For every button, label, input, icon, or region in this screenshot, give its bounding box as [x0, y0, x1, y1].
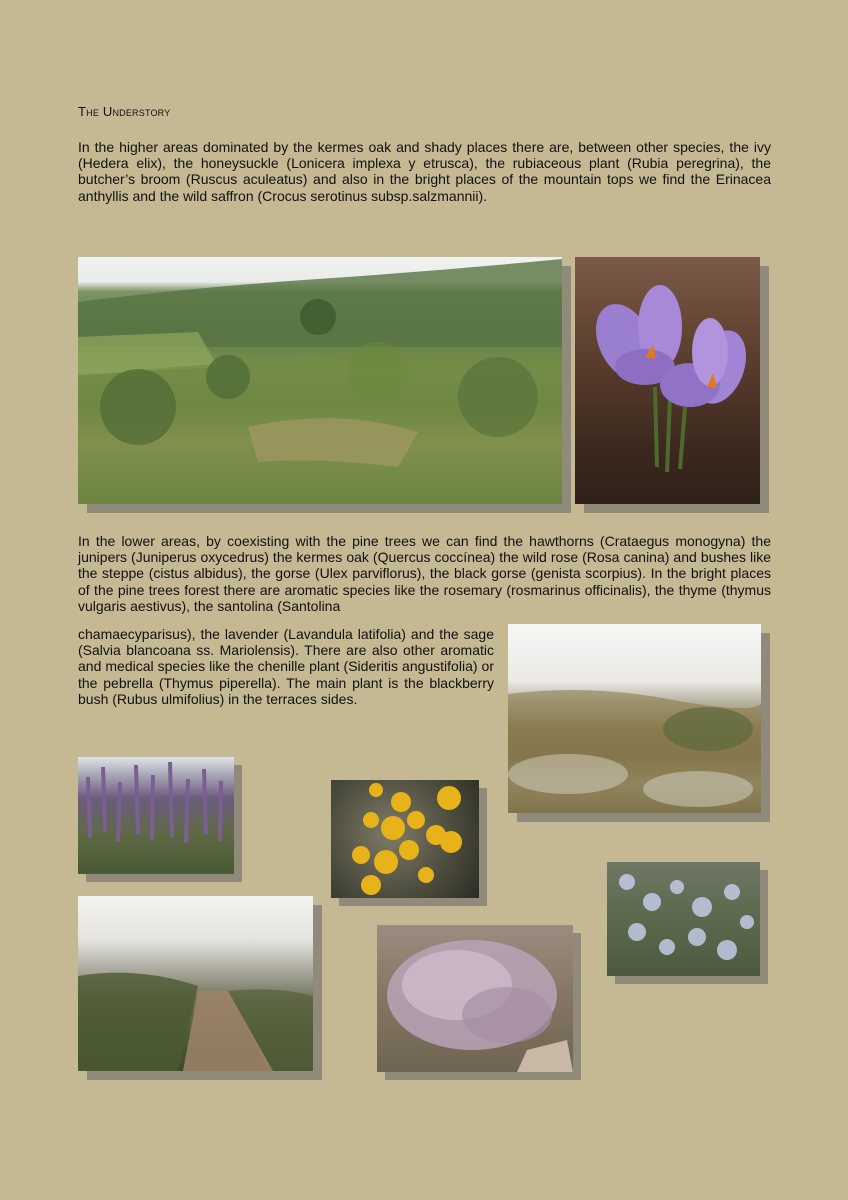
lavender-photo [78, 757, 234, 874]
crocus-photo [575, 257, 760, 504]
paragraph-lower-areas: In the lower areas, by coexisting with the pine trees we can find the hawthorns (Crataegus monogyna) the junipers (Juniperus oxycedrus) the kermes oak (Quercus coccínea) the wild rose (Rosa canina) and bushes like the steppe (cistus albidus), the gorse (Ulex parviflorus), the black gorse (genista scorpius). In the bright places of the pine trees forest there are aromatic species like the rosemary (rosmarinus officinalis), the thyme (thymus vulgaris aestivus), the santolina (Santolina [78, 533, 771, 614]
foggy-hillside-photo [508, 624, 761, 813]
landscape-photo [78, 257, 562, 504]
foggy-path-photo [78, 896, 313, 1071]
paragraph-higher-areas: In the higher areas dominated by the kermes oak and shady places there are, between other species, the ivy (Hedera elix), the honeysuckle (Lonicera implexa y etrusca), the rubiaceous plant (Rubia peregrina), the butcher’s broom (Ruscus aculeatus) and also in the bright places of the mountain tops we find the Erinacea anthyllis and the wild saffron (Crocus serotinus subsp.salzmannii). [78, 139, 771, 204]
rosemary-photo [607, 862, 760, 976]
thyme-photo [377, 925, 573, 1072]
section-title: The Understory [78, 104, 171, 119]
paragraph-lower-areas-continued: chamaecyparisus), the lavender (Lavandula latifolia) and the sage (Salvia blancoana ss. Mariolensis). There are also other aromatic and medical species like the chenille plant (Sideritis angustifolia) or the pebrella (Thymus piperella). The main plant is the blackberry bush (Rubus ulmifolius) in the terraces sides. [78, 626, 494, 707]
yellow-flowers-photo [331, 780, 479, 898]
